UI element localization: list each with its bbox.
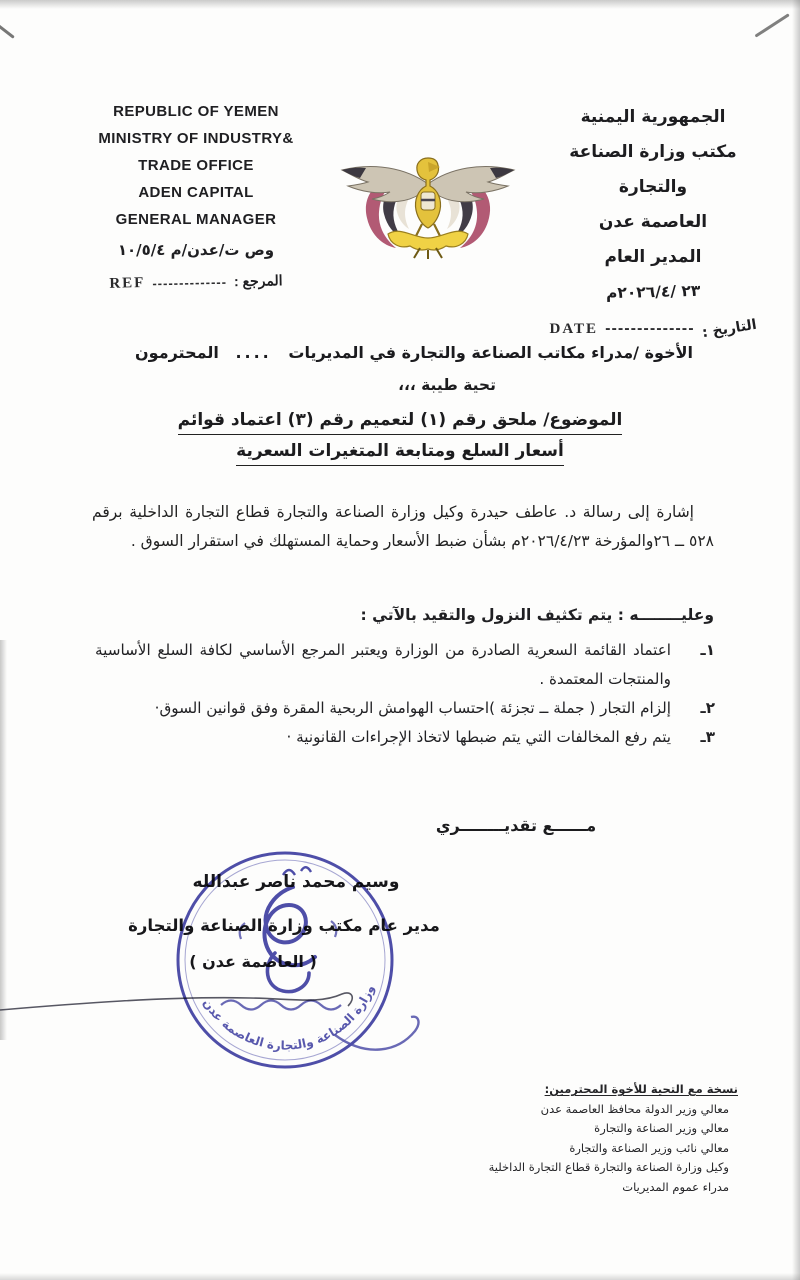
scan-edge-left bbox=[0, 640, 7, 1040]
yemen-national-emblem-icon bbox=[334, 150, 522, 260]
list-item bbox=[95, 723, 715, 752]
scan-edge-right bbox=[792, 0, 800, 1280]
reference-code: وص ت/عدن/م ١٠/٥/٤ bbox=[117, 241, 275, 259]
list-item-number: ١ـ bbox=[700, 641, 715, 659]
letterhead-en-line: TRADE OFFICE bbox=[138, 157, 254, 174]
letterhead-english bbox=[58, 98, 334, 296]
list-item bbox=[95, 694, 715, 723]
reference-label-arabic: المرجع : bbox=[233, 272, 283, 290]
reference-dashes: -------------- bbox=[152, 274, 228, 291]
closing-regards: مــــــع تقديــــــــري bbox=[435, 816, 597, 835]
recipient-to: الأخوة /مدراء مكاتب الصناعة والتجارة في المديريات bbox=[288, 343, 693, 362]
body-paragraph: إشارة إلى رسالة د. عاطف حيدرة وكيل وزارة الصناعة والتجارة قطاع التجارة الداخلية برقم ٥٢٨ ــ ٢٦والمؤرخة ٢٠٢٦/٤/٢٣م بشأن ضبط الأسعار وحماية المستهلك في استقرار السوق . bbox=[92, 503, 714, 550]
signer-location: ( العاصمة عدن ) bbox=[189, 952, 317, 971]
letterhead-ar-line: المدير العام bbox=[604, 247, 702, 267]
scan-edge-bottom bbox=[0, 1273, 800, 1280]
greeting-line: تحية طيبة ،،، bbox=[398, 376, 496, 394]
date-dashes: -------------- bbox=[605, 322, 695, 337]
subject-line-2: أسعار السلع ومتابعة المتغيرات السعرية bbox=[236, 441, 564, 466]
signer-name: وسيم محمد ناصر عبدالله bbox=[192, 872, 400, 892]
letterhead-en-line: MINISTRY OF INDUSTRY& bbox=[98, 130, 294, 147]
scan-edge-top bbox=[0, 0, 800, 9]
list-item-text: إلزام التجار ( جملة ــ تجزئة )احتساب الهوامش الربحية المقرة وفق قوانين السوق· bbox=[154, 699, 671, 717]
recipient-dots: .... bbox=[235, 343, 272, 362]
date-line bbox=[538, 312, 768, 347]
cc-entry: وكيل وزارة الصناعة والتجارة قطاع التجارة الداخلية bbox=[488, 1160, 729, 1174]
signer-title: مدير عام مكتب وزارة الصناعة والتجارة bbox=[128, 916, 440, 935]
reference-line bbox=[58, 266, 335, 299]
letterhead-ar-line: مكتب وزارة الصناعة والتجارة bbox=[569, 142, 737, 197]
letterhead-ar-line: العاصمة عدن bbox=[598, 212, 708, 232]
official-stamp bbox=[125, 835, 455, 1095]
list-item bbox=[95, 636, 715, 694]
letterhead-en-line: ADEN CAPITAL bbox=[138, 184, 254, 201]
scan-artifact-top-left bbox=[0, 24, 15, 39]
scan-artifact-top-right bbox=[755, 13, 790, 37]
subject-line-1: الموضوع/ ملحق رقم (١) لتعميم رقم (٣) اعتماد قوائم bbox=[178, 410, 623, 435]
stamp-arc-text: وزارة الصناعة والتجارة العاصمة عدن bbox=[200, 982, 378, 1053]
list-item-number: ٣ـ bbox=[700, 728, 715, 746]
cc-header: نسخة مع التحية للأخوة المحترمين: bbox=[544, 1082, 738, 1096]
date-label-english: DATE bbox=[549, 321, 599, 337]
date-label-arabic: التاريخ : bbox=[700, 316, 758, 342]
list-item-number: ٢ـ bbox=[700, 699, 715, 717]
directive-list bbox=[95, 636, 715, 752]
directive-intro: وعليــــــــه : يتم تكثيف النزول والتقيد بالآتي : bbox=[360, 606, 714, 624]
letterhead-ar-line: الجمهورية اليمنية bbox=[580, 107, 726, 127]
recipient-line bbox=[135, 343, 693, 362]
letterhead-arabic bbox=[538, 100, 768, 347]
letterhead-en-line: GENERAL MANAGER bbox=[115, 211, 277, 228]
letterhead-en-line: REPUBLIC OF YEMEN bbox=[113, 103, 279, 120]
cc-entry: مدراء عموم المديريات bbox=[622, 1179, 729, 1194]
recipient-honorific: المحترمون bbox=[135, 343, 219, 362]
cc-entry: معالي نائب وزير الصناعة والتجارة bbox=[569, 1140, 729, 1155]
list-item-text: يتم رفع المخالفات التي يتم ضبطها لاتخاذ الإجراءات القانونية · bbox=[286, 728, 671, 746]
subject-block bbox=[120, 410, 680, 466]
letter-date: ٢٣ /٢٠٢٦/٤م bbox=[605, 281, 701, 303]
cc-block bbox=[400, 1080, 738, 1197]
reference-label-english: REF bbox=[109, 275, 146, 292]
list-item-text: اعتماد القائمة السعرية الصادرة من الوزارة ويعتبر المرجع الأساسي لكافة السلع الأساسية والمنتجات المعتمدة . bbox=[95, 641, 671, 688]
cc-entry: معالي وزير الدولة محافظ العاصمة عدن bbox=[540, 1101, 729, 1116]
cc-entry: معالي وزير الصناعة والتجارة bbox=[594, 1121, 729, 1135]
